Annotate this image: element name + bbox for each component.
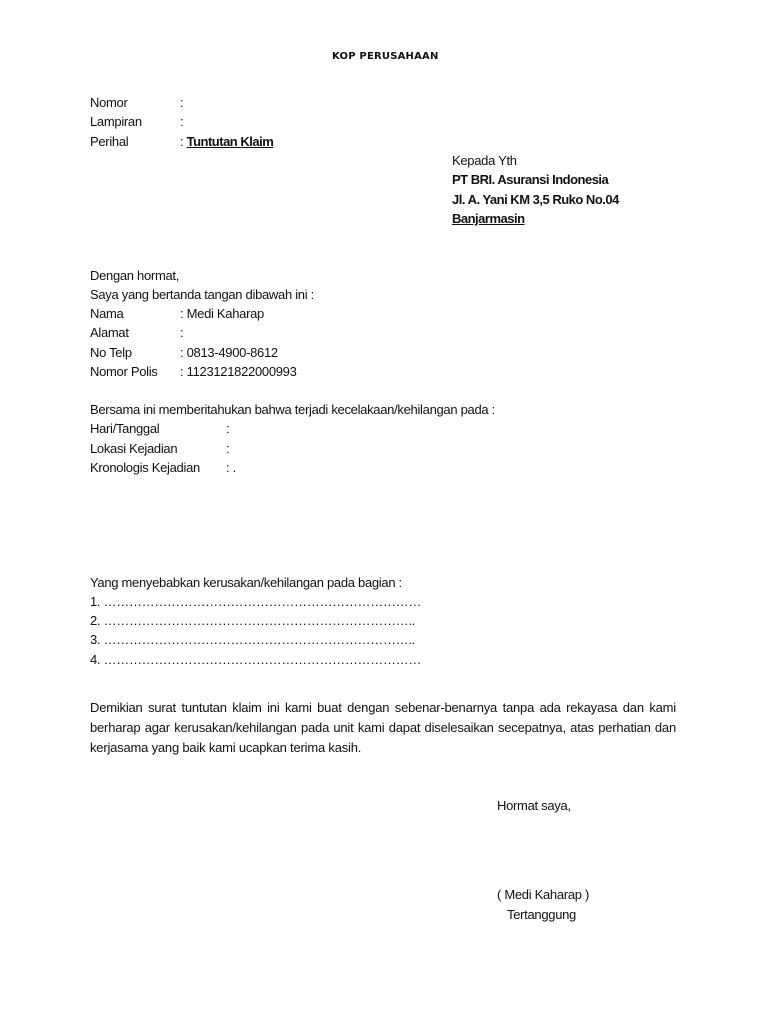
recipient-city: Banjarmasin (452, 211, 525, 226)
recipient-greeting: Kepada Yth (452, 153, 517, 168)
damage-line: 3. ……………………………………………………………….. (90, 632, 415, 647)
incident-intro: Bersama ini memberitahukan bahwa terjadi kecelakaan/kehilangan pada : (90, 402, 495, 417)
nomor-value: : (180, 95, 184, 110)
damage-intro: Yang menyebabkan kerusakan/kehilangan pada bagian : (90, 575, 402, 590)
telp-value: : 0813-4900-8612 (180, 345, 278, 360)
perihal-colon: : (180, 134, 187, 149)
tanggal-value: : (226, 421, 230, 436)
nama-label: Nama (90, 306, 124, 321)
nama-value: : Medi Kaharap (180, 306, 264, 321)
alamat-value: : (180, 325, 184, 340)
letterhead-title: KOP PERUSAHAAN (332, 51, 439, 62)
polis-label: Nomor Polis (90, 364, 158, 379)
recipient-name: PT BRI. Asuransi Indonesia (452, 172, 609, 187)
kronologis-label: Kronologis Kejadian (90, 460, 200, 475)
damage-line: 1. ………………………………………………………………… (90, 594, 422, 609)
lampiran-value: : (180, 114, 184, 129)
perihal-label: Perihal (90, 134, 129, 149)
polis-value: : 1123121822000993 (180, 364, 297, 379)
perihal-subject: Tuntutan Klaim (186, 134, 274, 149)
intro-text: Saya yang bertanda tangan dibawah ini : (90, 287, 314, 302)
signature-salutation: Hormat saya, (497, 798, 571, 813)
lampiran-label: Lampiran (90, 114, 142, 129)
alamat-label: Alamat (90, 325, 129, 340)
perihal-value (180, 134, 273, 150)
telp-label: No Telp (90, 345, 132, 360)
nomor-label: Nomor (90, 95, 128, 110)
signature-name: ( Medi Kaharap ) (497, 887, 590, 902)
lokasi-label: Lokasi Kejadian (90, 441, 178, 456)
lokasi-value: : (226, 441, 230, 456)
kronologis-value: : . (226, 460, 236, 475)
damage-line: 4. ………………………………………………………………… (90, 652, 422, 667)
recipient-address: Jl. A. Yani KM 3,5 Ruko No.04 (452, 192, 619, 207)
opening-greeting: Dengan hormat, (90, 268, 180, 283)
closing-paragraph: Demikian surat tuntutan klaim ini kami buat dengan sebenar-benarnya tanpa ada rekayasa dan kami berharap agar kerusakan/kehilangan pada unit kami dapat diselesaikan secepatnya, atas perhatian dan kerjasama yang baik kami ucapkan terima kasih. (90, 700, 676, 755)
tanggal-label: Hari/Tanggal (90, 421, 160, 436)
damage-line: 2. ……………………………………………………………….. (90, 613, 415, 628)
signature-role: Tertanggung (507, 907, 576, 922)
